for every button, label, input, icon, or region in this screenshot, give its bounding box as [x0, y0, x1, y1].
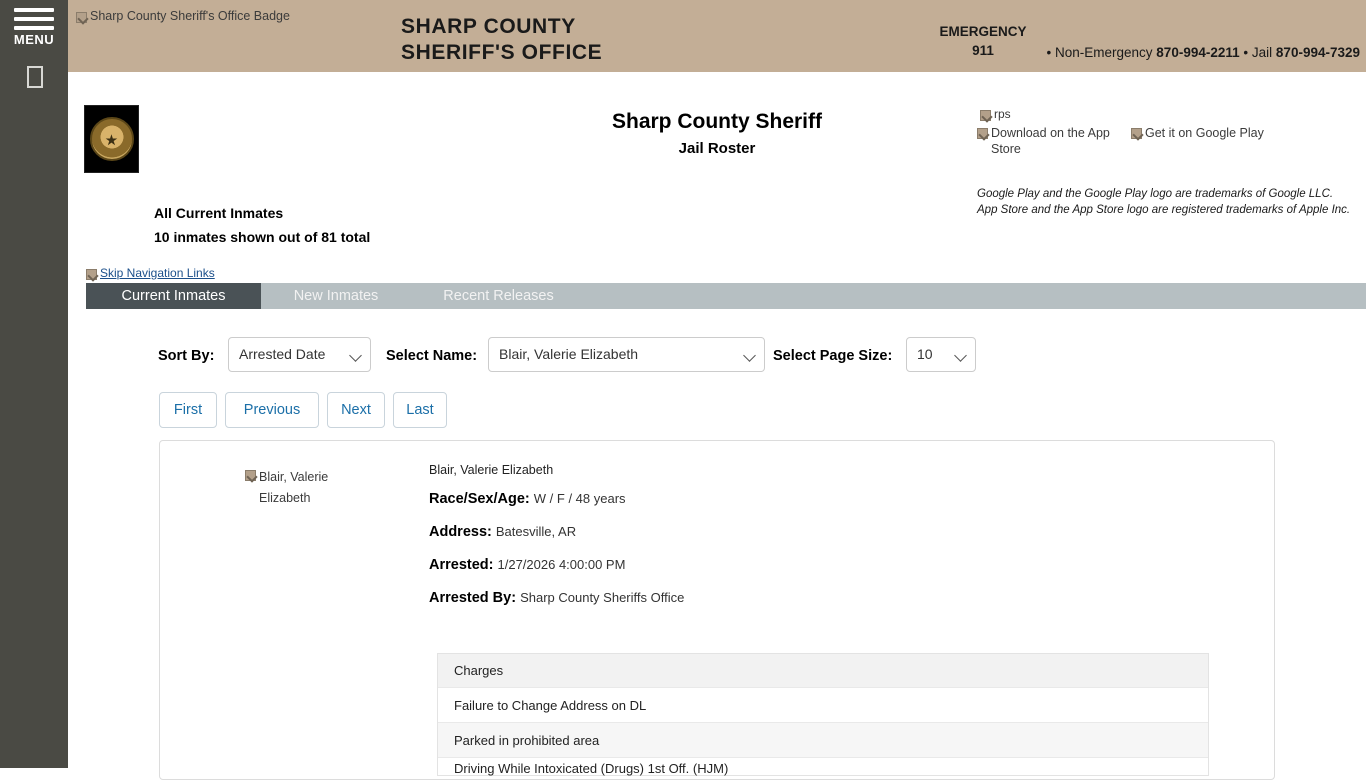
inmate-summary: [154, 201, 370, 249]
page-subtitle: Jail Roster: [678, 140, 756, 157]
broken-image-icon: [1131, 128, 1142, 139]
detail-race-sex-age: [429, 491, 1229, 507]
summary-heading: All Current Inmates: [154, 205, 284, 221]
office-title-line2: SHERIFF'S OFFICE: [401, 41, 603, 64]
arrested-label: Arrested:: [429, 557, 494, 573]
bullet-icon: •: [1046, 45, 1052, 60]
broken-image-icon: [977, 128, 988, 139]
arrested-by-value: Sharp County Sheriffs Office: [520, 590, 685, 605]
tab-label: Current Inmates: [121, 288, 226, 304]
last-page-button[interactable]: Last: [393, 392, 447, 428]
arrested-value: 1/27/2026 4:00:00 PM: [497, 557, 626, 572]
separator-icon: •: [1243, 45, 1249, 60]
inmate-photo-alt-line2: Elizabeth: [259, 491, 311, 505]
sort-by-value: Arrested Date: [239, 346, 326, 362]
previous-page-button[interactable]: Previous: [225, 392, 319, 428]
non-emergency-label: Non-Emergency: [1054, 45, 1153, 60]
charges-table: [437, 653, 1209, 776]
main-content: [68, 72, 1366, 776]
chevron-down-icon: [745, 351, 754, 360]
office-title-line1: SHARP COUNTY: [401, 15, 576, 38]
tab-new-inmates[interactable]: [261, 283, 411, 309]
address-value: Batesville, AR: [495, 524, 577, 539]
tab-current-inmates[interactable]: [86, 283, 261, 309]
broken-image-icon: [86, 269, 97, 280]
office-title: [401, 14, 602, 66]
rps-alt-text: rps: [994, 107, 1011, 121]
document-icon[interactable]: [27, 66, 43, 88]
hamburger-menu-icon[interactable]: [14, 8, 54, 35]
sort-by-select[interactable]: [228, 337, 371, 372]
select-name-dropdown[interactable]: [488, 337, 765, 372]
badge-alt-text: Sharp County Sheriff's Office Badge: [90, 9, 290, 23]
address-label: Address:: [429, 524, 492, 540]
badge-broken-image: [76, 9, 290, 23]
detail-arrested-by: [429, 590, 1229, 606]
jail-label: Jail: [1251, 45, 1273, 60]
star-icon: ★: [105, 132, 118, 148]
sort-by-label: Sort By:: [158, 348, 215, 364]
inmate-photo-alt-line1: Blair, Valerie: [259, 470, 329, 484]
tab-label: Recent Releases: [443, 288, 554, 304]
google-play-badge[interactable]: [1131, 125, 1281, 141]
broken-image-icon: [980, 110, 991, 121]
rps-broken-image[interactable]: [980, 107, 1011, 121]
next-page-button[interactable]: Next: [327, 392, 385, 428]
emergency-label: EMERGENCY: [939, 24, 1027, 39]
contact-line: [1046, 45, 1360, 60]
first-page-button[interactable]: First: [159, 392, 217, 428]
page-title: Sharp County Sheriff: [611, 110, 822, 133]
chevron-down-icon: [956, 351, 965, 360]
emergency-number: 911: [972, 43, 994, 58]
site-banner: [68, 0, 1366, 72]
app-store-badge[interactable]: [977, 125, 1113, 157]
summary-count: 10 inmates shown out of 81 total: [154, 229, 371, 245]
left-rail: [0, 0, 68, 768]
jail-number[interactable]: 870-994-7329: [1275, 45, 1360, 60]
roster-controls: [68, 337, 1366, 381]
skip-nav-label: Skip Navigation Links: [100, 266, 215, 280]
charges-table-header: Charges: [438, 653, 1208, 687]
select-name-label: Select Name:: [386, 348, 478, 364]
roster-tabbar: [86, 283, 1366, 309]
race-sex-age-label: Race/Sex/Age:: [429, 491, 530, 507]
tab-label: New Inmates: [293, 288, 379, 304]
inmate-card: [159, 440, 1275, 780]
inmate-photo-broken-image: [245, 467, 415, 509]
menu-button[interactable]: [0, 0, 68, 58]
table-row: Driving While Intoxicated (Drugs) 1st Off. (HJM): [438, 757, 1208, 775]
menu-label: MENU: [13, 32, 55, 47]
detail-arrested: [429, 557, 1229, 573]
broken-image-icon: [76, 12, 87, 23]
legal-line-1: Google Play and the Google Play logo are trademarks of Google LLC.: [977, 188, 1334, 200]
broken-image-icon: [245, 470, 256, 481]
arrested-by-label: Arrested By:: [429, 590, 517, 606]
detail-address: [429, 524, 1229, 540]
page-size-value: 10: [917, 346, 933, 362]
pagination-bar: [68, 392, 1366, 428]
select-name-value: Blair, Valerie Elizabeth: [499, 346, 639, 362]
table-row: Parked in prohibited area: [438, 722, 1208, 757]
race-sex-age-value: W / F / 48 years: [533, 491, 626, 506]
inmate-name: Blair, Valerie Elizabeth: [429, 463, 554, 477]
google-play-alt-text: Get it on Google Play: [1145, 126, 1264, 140]
chevron-down-icon: [351, 351, 360, 360]
app-store-alt-text: Download on the App Store: [991, 126, 1110, 156]
page-size-label: Select Page Size:: [773, 348, 893, 364]
table-row: Failure to Change Address on DL: [438, 687, 1208, 722]
skip-navigation-link[interactable]: [86, 266, 215, 280]
legal-line-2: App Store and the App Store logo are registered trademarks of Apple Inc.: [977, 204, 1351, 216]
trademark-legal-text: [977, 186, 1357, 218]
inmate-details: [429, 463, 1229, 623]
page-size-select[interactable]: [906, 337, 976, 372]
tab-recent-releases[interactable]: [411, 283, 586, 309]
non-emergency-number[interactable]: 870-994-2211: [1156, 45, 1240, 60]
